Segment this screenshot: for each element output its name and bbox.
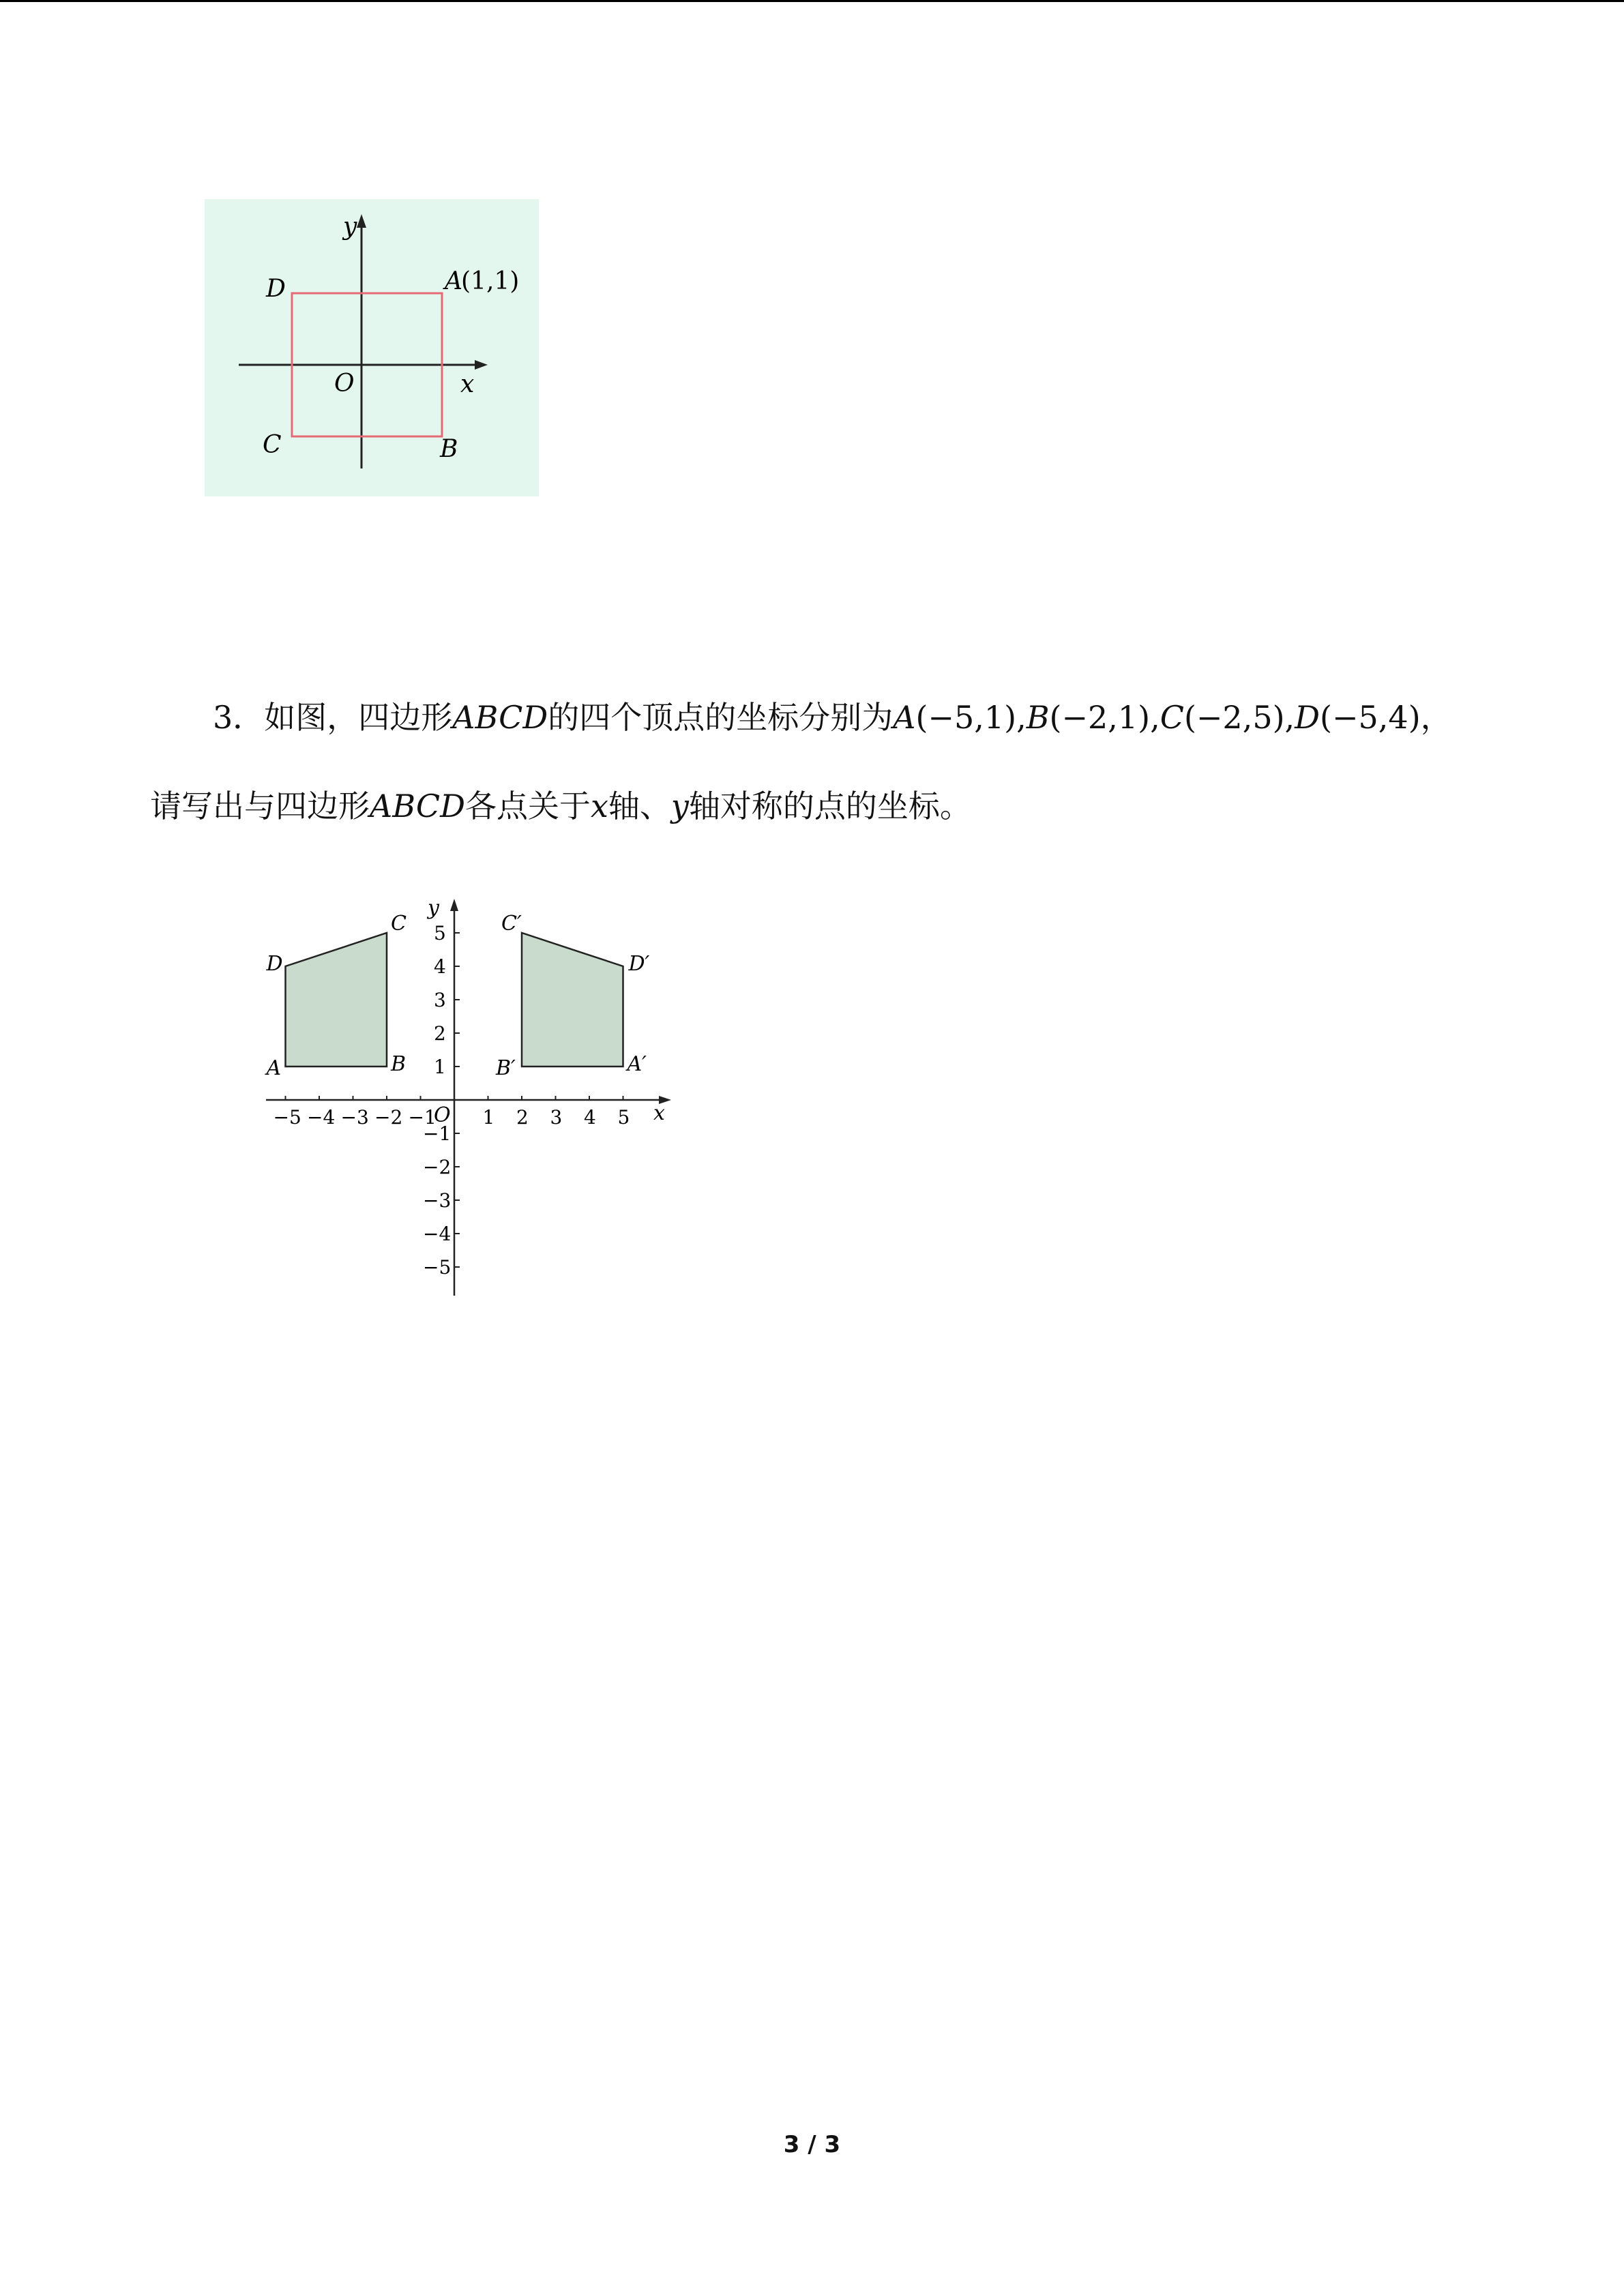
y-axis-name: y [670, 788, 689, 824]
x-tick-label: −1 [408, 1106, 437, 1129]
problem-number: 3． [213, 699, 265, 736]
label-a-coords: (1,1) [461, 267, 520, 295]
problem-text-5: 轴、 [608, 788, 671, 824]
problem-line-1: 3．如图，四边形ABCD的四个顶点的坐标分别为A(−5,1),B(−2,1),C(−2,5),D(−5,4)， [213, 699, 1452, 736]
label-a: A [445, 267, 462, 295]
quadrilateral-abcd [286, 933, 387, 1067]
quadrilateral-reflected [522, 933, 623, 1067]
label-b: B [440, 435, 458, 463]
x-tick-label: 1 [482, 1106, 495, 1129]
y-tick-label: 2 [434, 1022, 446, 1045]
vertex-label-b: B [391, 1052, 407, 1076]
x-tick-label: −2 [374, 1106, 403, 1129]
coord-a-value: (−5,1) [915, 699, 1017, 736]
coord-c-value: (−2,5) [1183, 699, 1285, 736]
x-tick-label: −5 [273, 1106, 301, 1129]
y-tick-label: −2 [423, 1156, 452, 1178]
x-tick-label: −3 [340, 1106, 369, 1129]
y-tick-label: 3 [434, 989, 446, 1011]
figure-background [205, 199, 539, 496]
y-tick-label: −3 [423, 1189, 452, 1212]
fig2-label-origin: O [434, 1103, 451, 1127]
problem-text-3: 请写出与四边形 [150, 788, 370, 824]
y-tick-label: 1 [434, 1056, 446, 1078]
label-y: y [343, 213, 357, 241]
x-tick-label: 2 [516, 1106, 529, 1129]
vertex-label-d-prime: D′ [628, 952, 650, 976]
y-tick-label: −5 [423, 1256, 452, 1279]
problem-text-4: 各点关于 [464, 788, 591, 824]
fig2-label-y: y [428, 896, 439, 920]
problem-line-2 [150, 784, 971, 828]
x-tick-label: 4 [584, 1106, 596, 1129]
label-x: x [460, 370, 475, 398]
fig2-label-x: x [653, 1101, 665, 1125]
y-axis-arrow-2 [450, 899, 458, 911]
vertex-label-a: A [266, 1056, 282, 1080]
vertex-label-b-prime: B′ [496, 1056, 516, 1080]
coord-d-value: (−5,4) [1320, 699, 1421, 736]
problem-text-1: 如图，四边形 [264, 699, 453, 736]
label-c: C [263, 431, 282, 459]
coord-b-label: B [1026, 699, 1050, 736]
label-d: D [266, 275, 286, 303]
vertex-label-d: D [266, 952, 283, 976]
x-axis-name: x [590, 788, 608, 824]
vertex-label-a-prime: A′ [627, 1052, 647, 1076]
y-tick-label: 4 [434, 955, 446, 978]
coord-b-value: (−2,1) [1049, 699, 1151, 736]
problem-text-2: 的四个顶点的坐标分别为 [548, 699, 894, 736]
vertex-label-c: C [391, 912, 407, 936]
x-tick-label: 5 [617, 1106, 630, 1129]
problem-text-6: 轴对称的点的坐标。 [688, 788, 971, 824]
shape-name: ABCD [452, 699, 548, 736]
shape-name-2: ABCD [370, 788, 465, 824]
top-rule [0, 0, 1624, 2]
coord-c-label: C [1160, 699, 1184, 736]
coord-d-label: D [1295, 699, 1320, 736]
x-tick-label: −4 [307, 1106, 336, 1129]
square-figure [205, 199, 539, 496]
page-number: 3 / 3 [783, 2131, 841, 2158]
x-tick-label: 3 [550, 1106, 563, 1129]
coord-a-label: A [893, 699, 916, 736]
quadrilateral-figure [259, 886, 682, 1296]
y-tick-label: −1 [423, 1122, 452, 1145]
vertex-label-c-prime: C′ [501, 912, 522, 936]
y-tick-label: −4 [423, 1223, 452, 1245]
label-origin: O [334, 370, 355, 398]
y-tick-label: 5 [434, 922, 446, 944]
line1-comma: ， [1420, 699, 1452, 736]
